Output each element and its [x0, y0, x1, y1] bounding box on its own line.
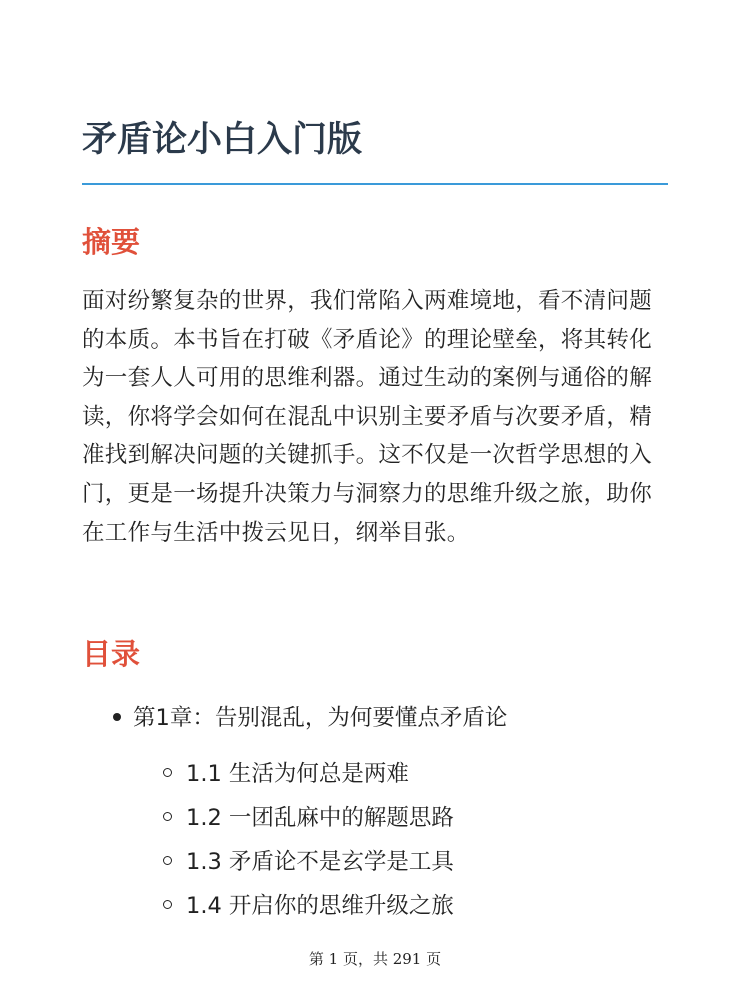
toc-chapter-1 [113, 700, 507, 736]
abstract-text: 面对纷繁复杂的世界，我们常陷入两难境地，看不清问题的本质。本书旨在打破《矛盾论》的理论壁垒，将其转化为一套人人可用的思维利器。通过生动的案例与通俗的解读，你将学会如何在混乱中识别主要矛盾与次要矛盾，精准找到解决问题的关键抓手。这不仅是一次哲学思想的入门，更是一场提升决策力与洞察力的思维升级之旅，助你在工作与生活中拨云见日，纲举目张。 [82, 288, 653, 546]
bullet-circle-icon [163, 812, 172, 821]
bullet-disc-icon [113, 713, 121, 721]
toc-section-1-4 [163, 888, 454, 924]
title-divider [82, 183, 668, 185]
toc-section-label: 1.3 矛盾论不是玄学是工具 [186, 849, 454, 875]
toc-chapter-label: 第1章：告别混乱，为何要懂点矛盾论 [133, 705, 508, 731]
page-number-footer: 第 1 页，共 291 页 [308, 950, 442, 968]
abstract-heading: 摘要 [82, 225, 141, 259]
toc-section-1-2 [163, 800, 454, 836]
toc-section-1-1 [163, 756, 409, 792]
toc-section-label: 1.1 生活为何总是两难 [186, 761, 409, 787]
bullet-circle-icon [163, 900, 172, 909]
bullet-circle-icon [163, 768, 172, 777]
toc-section-1-3 [163, 844, 454, 880]
bullet-circle-icon [163, 856, 172, 865]
toc-section-label: 1.2 一团乱麻中的解题思路 [186, 805, 454, 831]
toc-heading: 目录 [82, 637, 141, 671]
toc-section-label: 1.4 开启你的思维升级之旅 [186, 893, 454, 919]
document-title: 矛盾论小白入门版 [82, 120, 363, 160]
